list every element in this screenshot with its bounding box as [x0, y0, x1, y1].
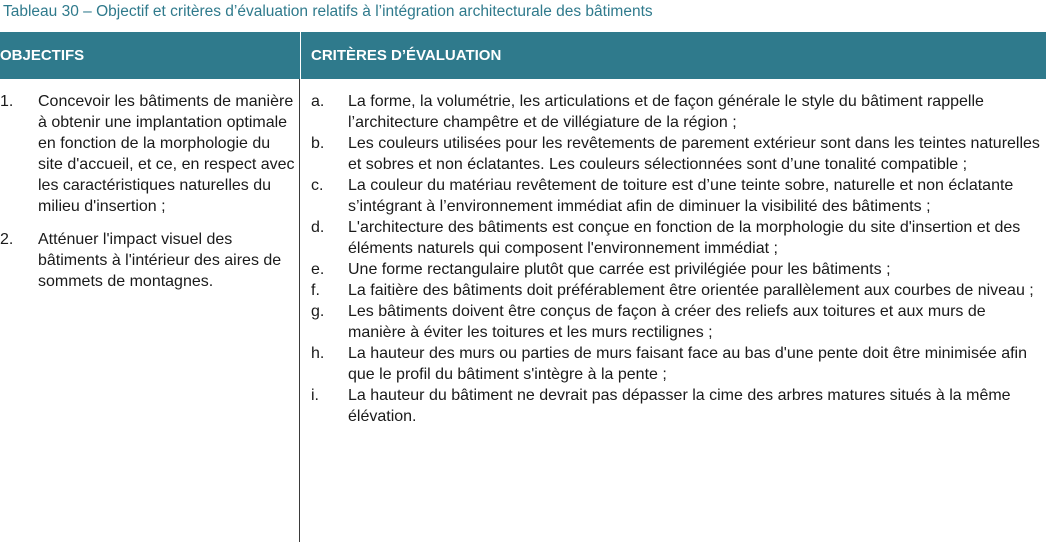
criterion-letter: i.	[311, 387, 319, 404]
header-criteria: CRITÈRES D’ÉVALUATION	[311, 47, 502, 64]
objective-number: 2.	[0, 231, 14, 248]
objectives-column	[0, 91, 298, 304]
criterion-text: Les bâtiments doivent être conçus de façon à créer des reliefs aux toitures et aux murs de manière à éviter les toitures et les murs rectilignes ;	[348, 303, 986, 341]
criterion-letter: g.	[311, 303, 325, 320]
criterion-text: L'architecture des bâtiments est conçue en fonction de la morphologie du site d'insertion et des éléments naturels qui composent l'environnement immédiat ;	[348, 219, 1021, 257]
criterion-letter: f.	[311, 282, 320, 299]
objective-number: 1.	[0, 93, 14, 110]
objective-item	[0, 91, 298, 217]
criterion-text: La forme, la volumétrie, les articulations et de façon générale le style du bâtiment rappelle l’architecture champêtre et de villégiature de la région ;	[348, 93, 984, 131]
criterion-item	[308, 301, 1044, 343]
criterion-letter: d.	[311, 219, 325, 236]
criterion-item	[308, 133, 1044, 175]
criterion-text: Les couleurs utilisées pour les revêtements de parement extérieur sont dans les teintes naturelles et sobres et non éclatantes. Les couleurs sélectionnées sont d’une tonalité compatible ;	[348, 135, 1040, 173]
criterion-letter: e.	[311, 261, 325, 278]
table-caption: Tableau 30 – Objectif et critères d’évaluation relatifs à l’intégration architecturale des bâtiments	[3, 3, 653, 20]
criterion-item	[308, 343, 1044, 385]
criterion-text: Une forme rectangulaire plutôt que carrée est privilégiée pour les bâtiments ;	[348, 261, 891, 278]
criterion-letter: h.	[311, 345, 325, 362]
criterion-letter: b.	[311, 135, 325, 152]
criterion-text: La couleur du matériau revêtement de toiture est d’une teinte sobre, naturelle et non éclatante s’intégrant à l’environnement immédiat afin de diminuer la visibilité des bâtiments ;	[348, 177, 1014, 215]
criterion-item	[308, 175, 1044, 217]
objective-text: Atténuer l'impact visuel des bâtiments à l'intérieur des aires de sommets de montagnes.	[38, 231, 282, 290]
objective-item	[0, 229, 298, 292]
criterion-text: La hauteur des murs ou parties de murs faisant face au bas d'une pente doit être minimisée afin que le profil du bâtiment s'intègre à la pente ;	[348, 345, 1027, 383]
criterion-text: La hauteur du bâtiment ne devrait pas dépasser la cime des arbres matures situés à la même élévation.	[348, 387, 1011, 425]
column-divider	[299, 79, 300, 542]
criterion-item	[308, 385, 1044, 427]
criterion-item	[308, 217, 1044, 259]
criterion-item	[308, 91, 1044, 133]
header-objectives: OBJECTIFS	[0, 47, 85, 64]
table-header	[0, 32, 1046, 79]
objective-text: Concevoir les bâtiments de manière à obtenir une implantation optimale en fonction de la morphologie du site d'accueil, et ce, en respect avec les caractéristiques naturelles du milieu d'insertion ;	[38, 93, 295, 215]
criteria-column	[308, 91, 1044, 427]
criterion-item	[308, 259, 1044, 280]
criterion-item	[308, 280, 1044, 301]
criterion-letter: c.	[311, 177, 324, 194]
criterion-text: La faitière des bâtiments doit préférablement être orientée parallèlement aux courbes de niveau ;	[348, 282, 1034, 299]
criterion-letter: a.	[311, 93, 325, 110]
header-divider	[300, 32, 301, 79]
